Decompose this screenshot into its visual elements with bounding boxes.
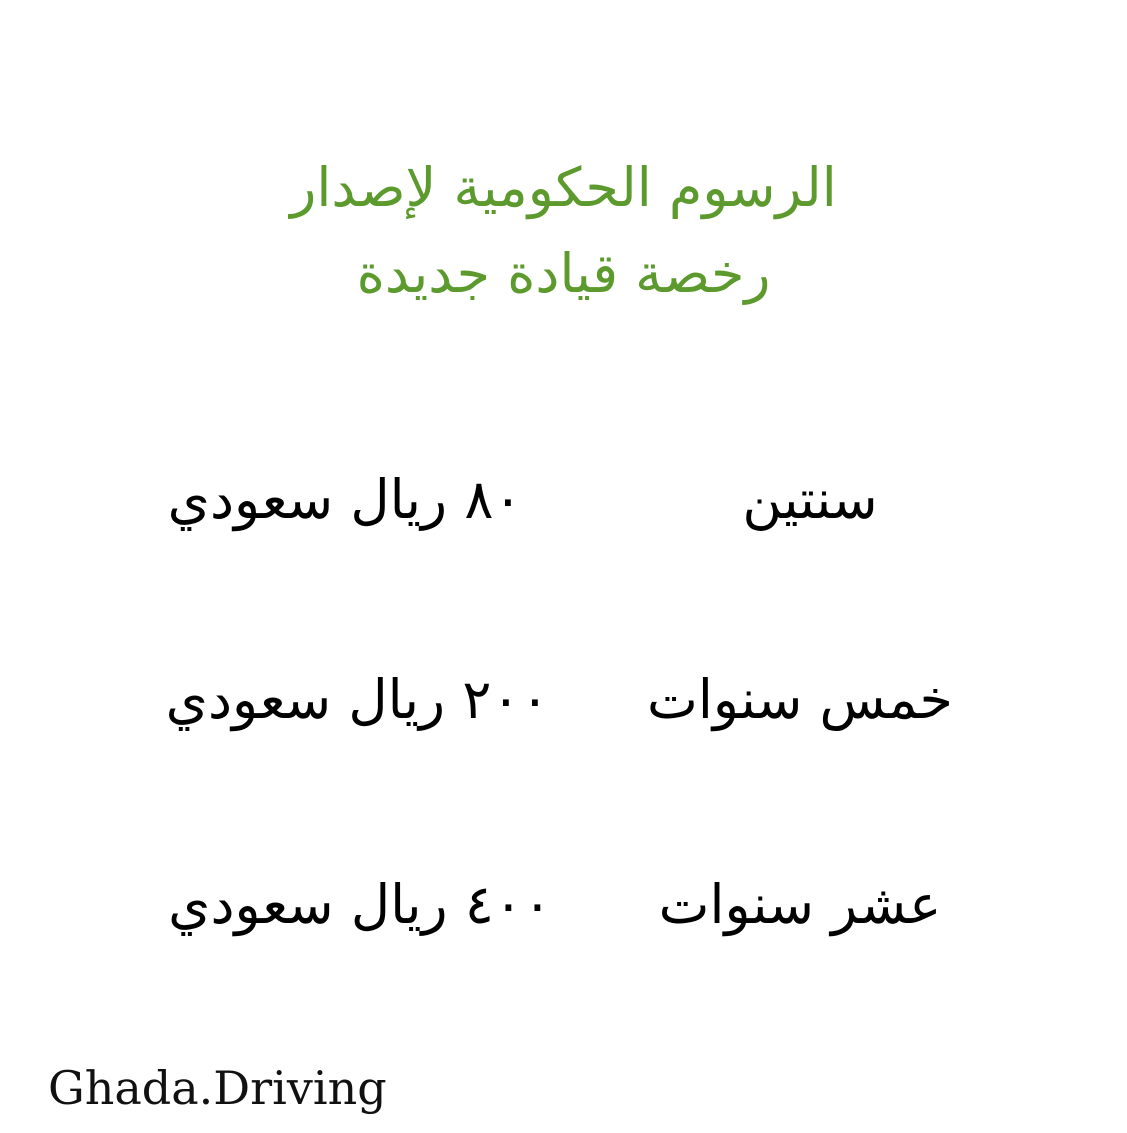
fee-price: ٢٠٠ ريال سعودي [165, 668, 550, 731]
fee-row-ten-years [0, 860, 1127, 950]
watermark-text: Ghada.Driving [48, 1061, 387, 1115]
fee-duration: سنتين [742, 468, 878, 531]
fee-duration: خمس سنوات [647, 668, 953, 731]
fee-row-two-years [0, 455, 1127, 545]
fee-duration: عشر سنوات [658, 873, 942, 936]
fee-price: ٨٠ ريال سعودي [167, 468, 523, 531]
title-line-1: الرسوم الحكومية لإصدار [290, 156, 837, 219]
page-title [0, 145, 1127, 317]
fee-row-five-years [0, 655, 1127, 745]
title-line-2: رخصة قيادة جديدة [356, 242, 771, 305]
fee-price: ٤٠٠ ريال سعودي [168, 873, 552, 936]
